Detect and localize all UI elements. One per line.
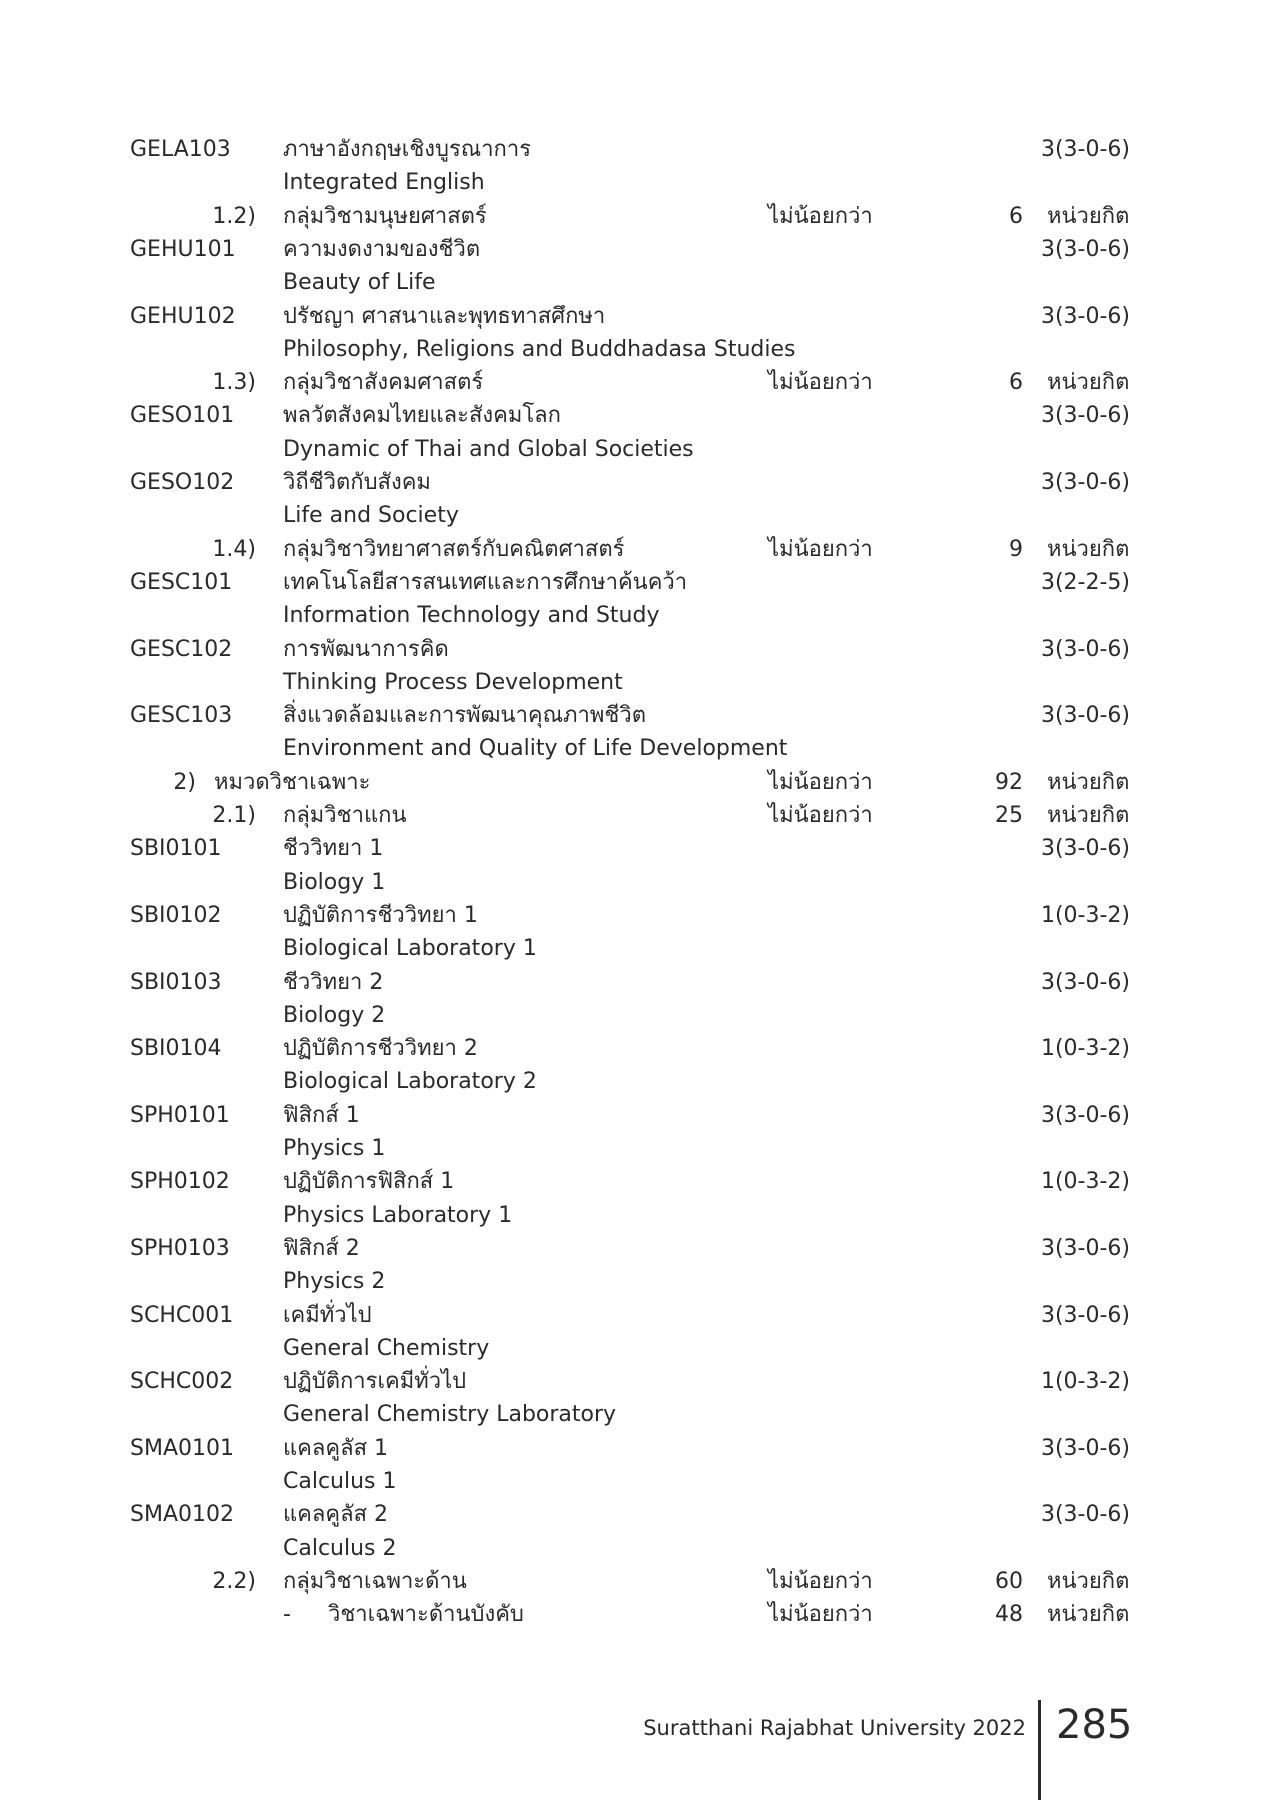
group-title: กลุ่มวิชาแกน <box>283 803 407 828</box>
course-code: SCHC002 <box>130 1369 234 1395</box>
course-row-english <box>0 599 1267 633</box>
course-row-english <box>0 1065 1267 1099</box>
course-code: SCHC001 <box>130 1302 234 1328</box>
course-code: SMA0101 <box>130 1435 234 1461</box>
course-row <box>0 466 1267 500</box>
subgroup-dash: - <box>283 1602 291 1628</box>
course-title-en: Biological Laboratory 2 <box>283 1069 537 1095</box>
course-credit: 1(0-3-2) <box>1040 1036 1130 1062</box>
course-title-th: ฟิสิกส์ 1 <box>283 1102 360 1128</box>
course-credit: 3(3-0-6) <box>1040 836 1130 862</box>
course-credit: 3(3-0-6) <box>1040 636 1130 662</box>
course-credit: 3(3-0-6) <box>1040 137 1130 162</box>
course-row-english <box>0 999 1267 1033</box>
course-code: GESC103 <box>130 703 233 729</box>
course-row <box>0 899 1267 933</box>
course-title-th: ปฏิบัติการเคมีทั่วไป <box>283 1369 467 1395</box>
course-row-english <box>0 1532 1267 1566</box>
course-row-english <box>0 866 1267 900</box>
course-row <box>0 1232 1267 1266</box>
course-row <box>0 233 1267 267</box>
credit-count: 6 <box>1009 370 1023 396</box>
minimum-label: ไม่น้อยกว่า <box>768 803 873 828</box>
course-credit: 3(3-0-6) <box>1040 470 1130 495</box>
course-title-th: ปฏิบัติการชีววิทยา 1 <box>283 902 478 928</box>
course-credit: 1(0-3-2) <box>1040 1369 1130 1395</box>
course-title-th: แคลคูลัส 2 <box>283 1502 388 1528</box>
course-title-th: เทคโนโลยีสารสนเทศและการศึกษาค้นคว้า <box>283 569 688 595</box>
credit-unit: หน่วยกิต <box>1047 769 1130 795</box>
course-row-english <box>0 732 1267 766</box>
course-title-th: ความงดงามของชีวิต <box>283 236 481 262</box>
course-code: SBI0101 <box>130 836 222 862</box>
course-row <box>0 1498 1267 1532</box>
page-number: 285 <box>1056 1702 1133 1748</box>
course-title-th: การพัฒนาการคิด <box>283 636 449 662</box>
course-code: GEHU101 <box>130 236 236 262</box>
course-row <box>0 699 1267 733</box>
course-credit: 3(3-0-6) <box>1040 1235 1130 1261</box>
course-title-en: Beauty of Life <box>283 270 436 296</box>
credit-unit: หน่วยกิต <box>1047 1568 1130 1594</box>
course-code: SBI0104 <box>130 1036 222 1062</box>
minimum-label: ไม่น้อยกว่า <box>768 370 873 396</box>
course-row-english <box>0 1199 1267 1233</box>
credit-unit: หน่วยกิต <box>1047 370 1130 396</box>
course-title-th: แคลคูลัส 1 <box>283 1435 388 1461</box>
course-row-english <box>0 932 1267 966</box>
credit-count: 9 <box>1009 536 1023 562</box>
group-row <box>0 366 1267 400</box>
course-title-th: ฟิสิกส์ 2 <box>283 1235 360 1261</box>
group-number: 2.1) <box>212 803 256 828</box>
course-row-english <box>0 1398 1267 1432</box>
course-row <box>0 300 1267 334</box>
course-title-th: เคมีทั่วไป <box>283 1302 372 1328</box>
course-row <box>0 566 1267 600</box>
course-title-en: Physics 1 <box>283 1136 386 1161</box>
section-row <box>0 766 1267 800</box>
course-title-en: Philosophy, Religions and Buddhadasa Studies <box>283 336 796 362</box>
credit-unit: หน่วยกิต <box>1047 536 1130 562</box>
course-row <box>0 1165 1267 1199</box>
course-title-en: Physics 2 <box>283 1269 386 1295</box>
course-row-english <box>0 166 1267 200</box>
course-title-en: Biology 1 <box>283 869 386 895</box>
course-code: SBI0103 <box>130 969 222 995</box>
course-row <box>0 633 1267 667</box>
course-title-en: Environment and Quality of Life Development <box>283 736 788 762</box>
course-code: GESO102 <box>130 470 235 495</box>
minimum-label: ไม่น้อยกว่า <box>768 1602 873 1628</box>
course-credit: 1(0-3-2) <box>1040 1169 1130 1195</box>
footer-divider <box>1038 1700 1041 1800</box>
course-title-th: ปรัชญา ศาสนาและพุทธทาสศึกษา <box>283 303 606 329</box>
group-row <box>0 200 1267 234</box>
credit-count: 92 <box>995 769 1023 795</box>
course-row-english <box>0 1265 1267 1299</box>
credit-unit: หน่วยกิต <box>1047 1602 1130 1628</box>
minimum-label: ไม่น้อยกว่า <box>768 536 873 562</box>
course-row <box>0 1099 1267 1133</box>
course-credit: 1(0-3-2) <box>1040 902 1130 928</box>
course-code: GEHU102 <box>130 303 236 329</box>
course-credit: 3(3-0-6) <box>1040 303 1130 329</box>
credit-unit: หน่วยกิต <box>1047 803 1130 828</box>
course-title-en: Biology 2 <box>283 1002 386 1028</box>
group-row <box>0 1565 1267 1599</box>
course-row-english <box>0 433 1267 467</box>
course-title-th: สิ่งแวดล้อมและการพัฒนาคุณภาพชีวิต <box>283 703 646 729</box>
course-row <box>0 399 1267 433</box>
group-number: 1.2) <box>212 203 256 229</box>
section-title: หมวดวิชาเฉพาะ <box>214 769 371 795</box>
course-row <box>0 832 1267 866</box>
subgroup-row <box>0 1598 1267 1632</box>
course-code: GESC101 <box>130 569 233 595</box>
credit-count: 25 <box>995 803 1023 828</box>
group-title: กลุ่มวิชาเฉพาะด้าน <box>283 1568 467 1594</box>
course-title-th: ชีววิทยา 2 <box>283 969 384 995</box>
course-title-en: Calculus 1 <box>283 1469 397 1494</box>
minimum-label: ไม่น้อยกว่า <box>768 1568 873 1594</box>
course-title-th: ปฏิบัติการฟิสิกส์ 1 <box>283 1169 455 1195</box>
course-title-th: พลวัตสังคมไทยและสังคมโลก <box>283 403 561 429</box>
group-number: 1.4) <box>212 536 256 562</box>
course-row <box>0 1365 1267 1399</box>
course-code: GESC102 <box>130 636 233 662</box>
course-code: SMA0102 <box>130 1502 234 1528</box>
course-title-en: Biological Laboratory 1 <box>283 936 537 962</box>
course-title-en: General Chemistry Laboratory <box>283 1402 617 1428</box>
group-title: กลุ่มวิชามนุษยศาสตร์ <box>283 203 487 229</box>
credit-count: 6 <box>1009 203 1023 229</box>
course-title-en: Dynamic of Thai and Global Societies <box>283 436 694 462</box>
course-credit: 3(3-0-6) <box>1040 1102 1130 1128</box>
course-title-en: Physics Laboratory 1 <box>283 1202 513 1228</box>
course-credit: 3(3-0-6) <box>1040 403 1130 429</box>
credit-count: 60 <box>995 1568 1023 1594</box>
course-code: SPH0101 <box>130 1102 230 1128</box>
course-title-en: Thinking Process Development <box>283 669 623 695</box>
course-row-english <box>0 1465 1267 1499</box>
course-row-english <box>0 499 1267 533</box>
group-number: 2.2) <box>212 1568 256 1594</box>
course-title-th: ชีววิทยา 1 <box>283 836 384 862</box>
group-title: กลุ่มวิชาวิทยาศาสตร์กับคณิตศาสตร์ <box>283 536 625 562</box>
group-number: 1.3) <box>212 370 256 396</box>
course-title-en: Information Technology and Study <box>283 603 660 629</box>
course-credit: 3(3-0-6) <box>1040 1435 1130 1461</box>
course-title-th: วิถีชีวิตกับสังคม <box>283 470 431 495</box>
course-title-en: Calculus 2 <box>283 1535 397 1561</box>
minimum-label: ไม่น้อยกว่า <box>768 769 873 795</box>
course-code: SPH0103 <box>130 1235 230 1261</box>
credit-count: 48 <box>995 1602 1023 1628</box>
course-credit: 3(3-0-6) <box>1040 969 1130 995</box>
course-row <box>0 966 1267 1000</box>
course-credit: 3(3-0-6) <box>1040 1302 1130 1328</box>
minimum-label: ไม่น้อยกว่า <box>768 203 873 229</box>
subgroup-title: วิชาเฉพาะด้านบังคับ <box>328 1602 524 1628</box>
course-title-en: Life and Society <box>283 503 459 529</box>
course-credit: 3(3-0-6) <box>1040 703 1130 729</box>
course-credit: 3(3-0-6) <box>1040 1502 1130 1528</box>
course-code: GESO101 <box>130 403 235 429</box>
course-row-english <box>0 1132 1267 1166</box>
credit-unit: หน่วยกิต <box>1047 203 1130 229</box>
course-credit: 3(3-0-6) <box>1040 236 1130 262</box>
course-code: SPH0102 <box>130 1169 230 1195</box>
course-title-th: ภาษาอังกฤษเชิงบูรณาการ <box>283 137 532 162</box>
course-row-english <box>0 333 1267 367</box>
footer-university: Suratthani Rajabhat University 2022 <box>643 1716 1026 1740</box>
group-row <box>0 533 1267 567</box>
course-row <box>0 1299 1267 1333</box>
section-number: 2) <box>173 769 196 795</box>
course-title-th: ปฏิบัติการชีววิทยา 2 <box>283 1036 478 1062</box>
course-credit: 3(2-2-5) <box>1040 569 1130 595</box>
course-row <box>0 133 1267 167</box>
course-row <box>0 1432 1267 1466</box>
group-row <box>0 799 1267 833</box>
course-row-english <box>0 666 1267 700</box>
course-title-en: General Chemistry <box>283 1335 490 1361</box>
course-row-english <box>0 1332 1267 1366</box>
course-row-english <box>0 266 1267 300</box>
course-code: SBI0102 <box>130 902 222 928</box>
course-row <box>0 1032 1267 1066</box>
group-title: กลุ่มวิชาสังคมศาสตร์ <box>283 370 484 396</box>
course-code: GELA103 <box>130 137 231 162</box>
course-title-en: Integrated English <box>283 170 485 196</box>
